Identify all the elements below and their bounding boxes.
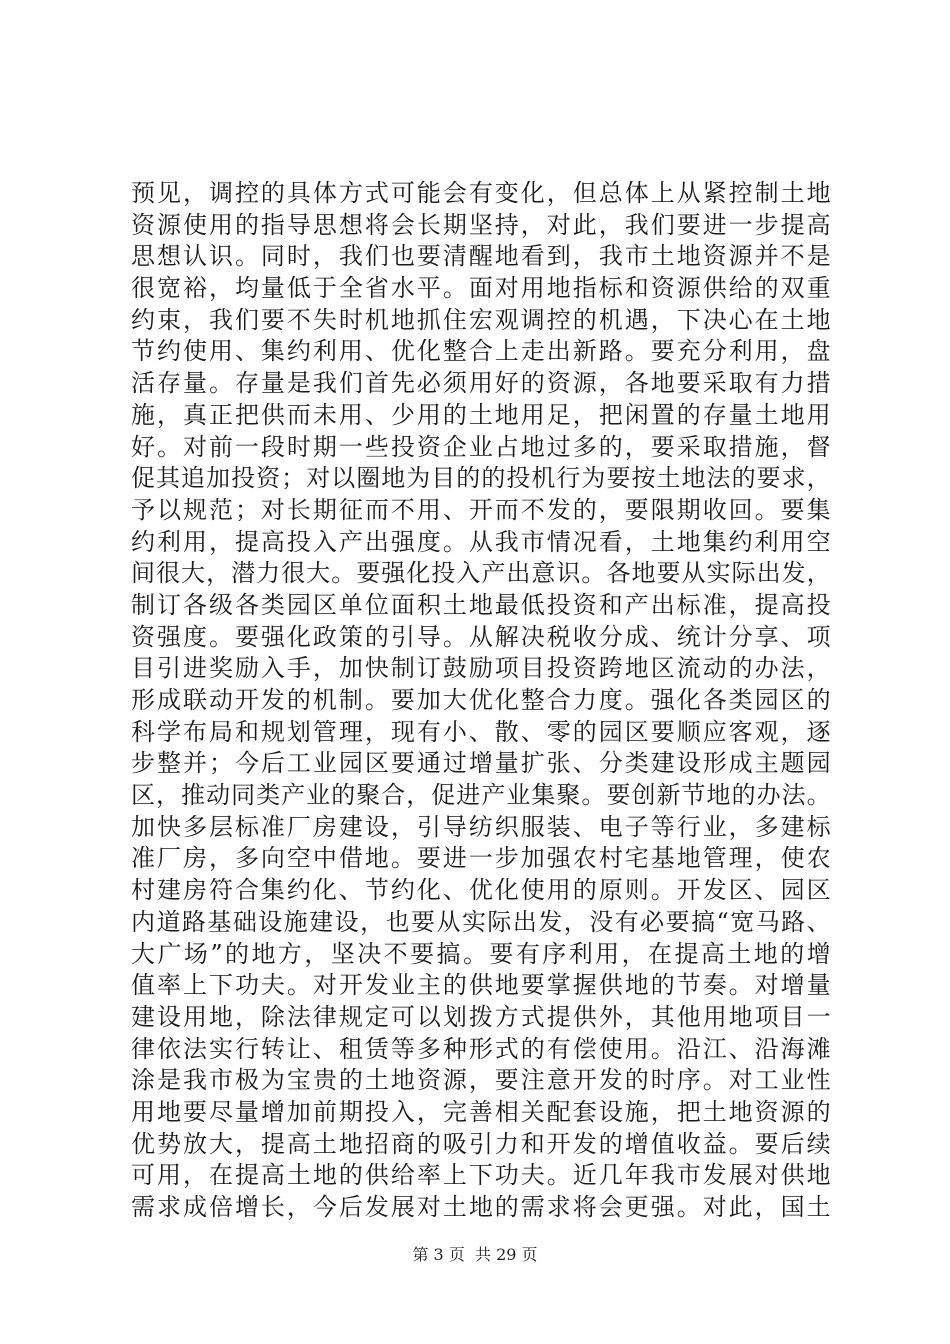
text-line: 加快多层标准厂房建设，引导纺织服装、电子等行业，多建标 xyxy=(131,812,831,841)
text-line: 涂是我市极为宝贵的土地资源，要注意开发的时序。对工业性 xyxy=(131,1066,831,1095)
text-line: 形成联动开发的机制。要加大优化整合力度。强化各类园区的 xyxy=(131,686,831,714)
text-line: 资强度。要强化政策的引导。从解决税收分成、统计分享、项 xyxy=(131,622,831,651)
text-line: 好。对前一段时期一些投资企业占地过多的，要采取措施，督 xyxy=(131,432,831,461)
text-line: 建设用地，除法律规定可以划拨方式提供外，其他用地项目一 xyxy=(131,1002,831,1031)
text-line: 大广场”的地方，坚决不要搞。要有序利用，在提高土地的增 xyxy=(131,939,831,968)
text-line: 律依法实行转让、租赁等多种形式的有偿使用。沿江、沿海滩 xyxy=(131,1034,831,1063)
text-line: 很宽裕，均量低于全省水平。面对用地指标和资源供给的双重 xyxy=(131,274,831,303)
text-line: 间很大，潜力很大。要强化投入产出意识。各地要从实际出发， xyxy=(131,559,831,588)
page-footer xyxy=(0,1245,950,1265)
text-line: 资源使用的指导思想将会长期坚持，对此，我们要进一步提高 xyxy=(131,210,831,239)
text-line: 可用，在提高土地的供给率上下功夫。近几年我市发展对供地 xyxy=(131,1161,831,1190)
text-line: 思想认识。同时，我们也要清醒地看到，我市土地资源并不是 xyxy=(131,242,831,271)
text-line: 施，真正把供而未用、少用的土地用足，把闲置的存量土地用 xyxy=(131,400,831,429)
text-line: 步整并；今后工业园区要通过增量扩张、分类建设形成主题园 xyxy=(131,749,831,778)
body-text xyxy=(131,178,831,1224)
text-line: 准厂房，多向空中借地。要进一步加强农村宅基地管理，使农 xyxy=(131,844,831,873)
text-line: 目引进奖励入手，加快制订鼓励项目投资跨地区流动的办法， xyxy=(131,654,831,683)
text-line: 用地要尽量增加前期投入，完善相关配套设施，把土地资源的 xyxy=(131,1097,831,1126)
text-line: 内道路基础设施建设，也要从实际出发，没有必要搞“宽马路、 xyxy=(131,907,831,936)
text-line: 活存量。存量是我们首先必须用好的资源，各地要采取有力措 xyxy=(131,369,831,398)
text-line: 优势放大，提高土地招商的吸引力和开发的增值收益。要后续 xyxy=(131,1129,831,1158)
text-line: 值率上下功夫。对开发业主的供地要掌握供地的节奏。对增量 xyxy=(131,971,831,1000)
text-line: 村建房符合集约化、节约化、优化使用的原则。开发区、园区 xyxy=(131,876,831,905)
text-line: 约束，我们要不失时机地抓住宏观调控的机遇，下决心在土地 xyxy=(131,305,831,334)
text-line: 予以规范；对长期征而不用、开而不发的，要限期收回。要集 xyxy=(131,495,831,524)
text-line: 促其追加投资；对以圈地为目的的投机行为要按土地法的要求， xyxy=(131,464,831,493)
text-line: 区，推动同类产业的聚合，促进产业集聚。要创新节地的办法。 xyxy=(131,781,831,810)
page-number: 第 3 页 共 29 页 xyxy=(412,1245,538,1264)
text-line: 约利用，提高投入产出强度。从我市情况看，土地集约利用空 xyxy=(131,527,831,556)
text-line: 制订各级各类园区单位面积土地最低投资和产出标准，提高投 xyxy=(131,590,831,619)
text-line: 科学布局和规划管理，现有小、散、零的园区要顺应客观，逐 xyxy=(131,717,831,746)
text-line: 预见，调控的具体方式可能会有变化，但总体上从紧控制土地 xyxy=(131,179,831,207)
text-line: 需求成倍增长，今后发展对土地的需求将会更强。对此，国土 xyxy=(131,1193,831,1221)
text-line: 节约使用、集约利用、优化整合上走出新路。要充分利用，盘 xyxy=(131,337,831,366)
